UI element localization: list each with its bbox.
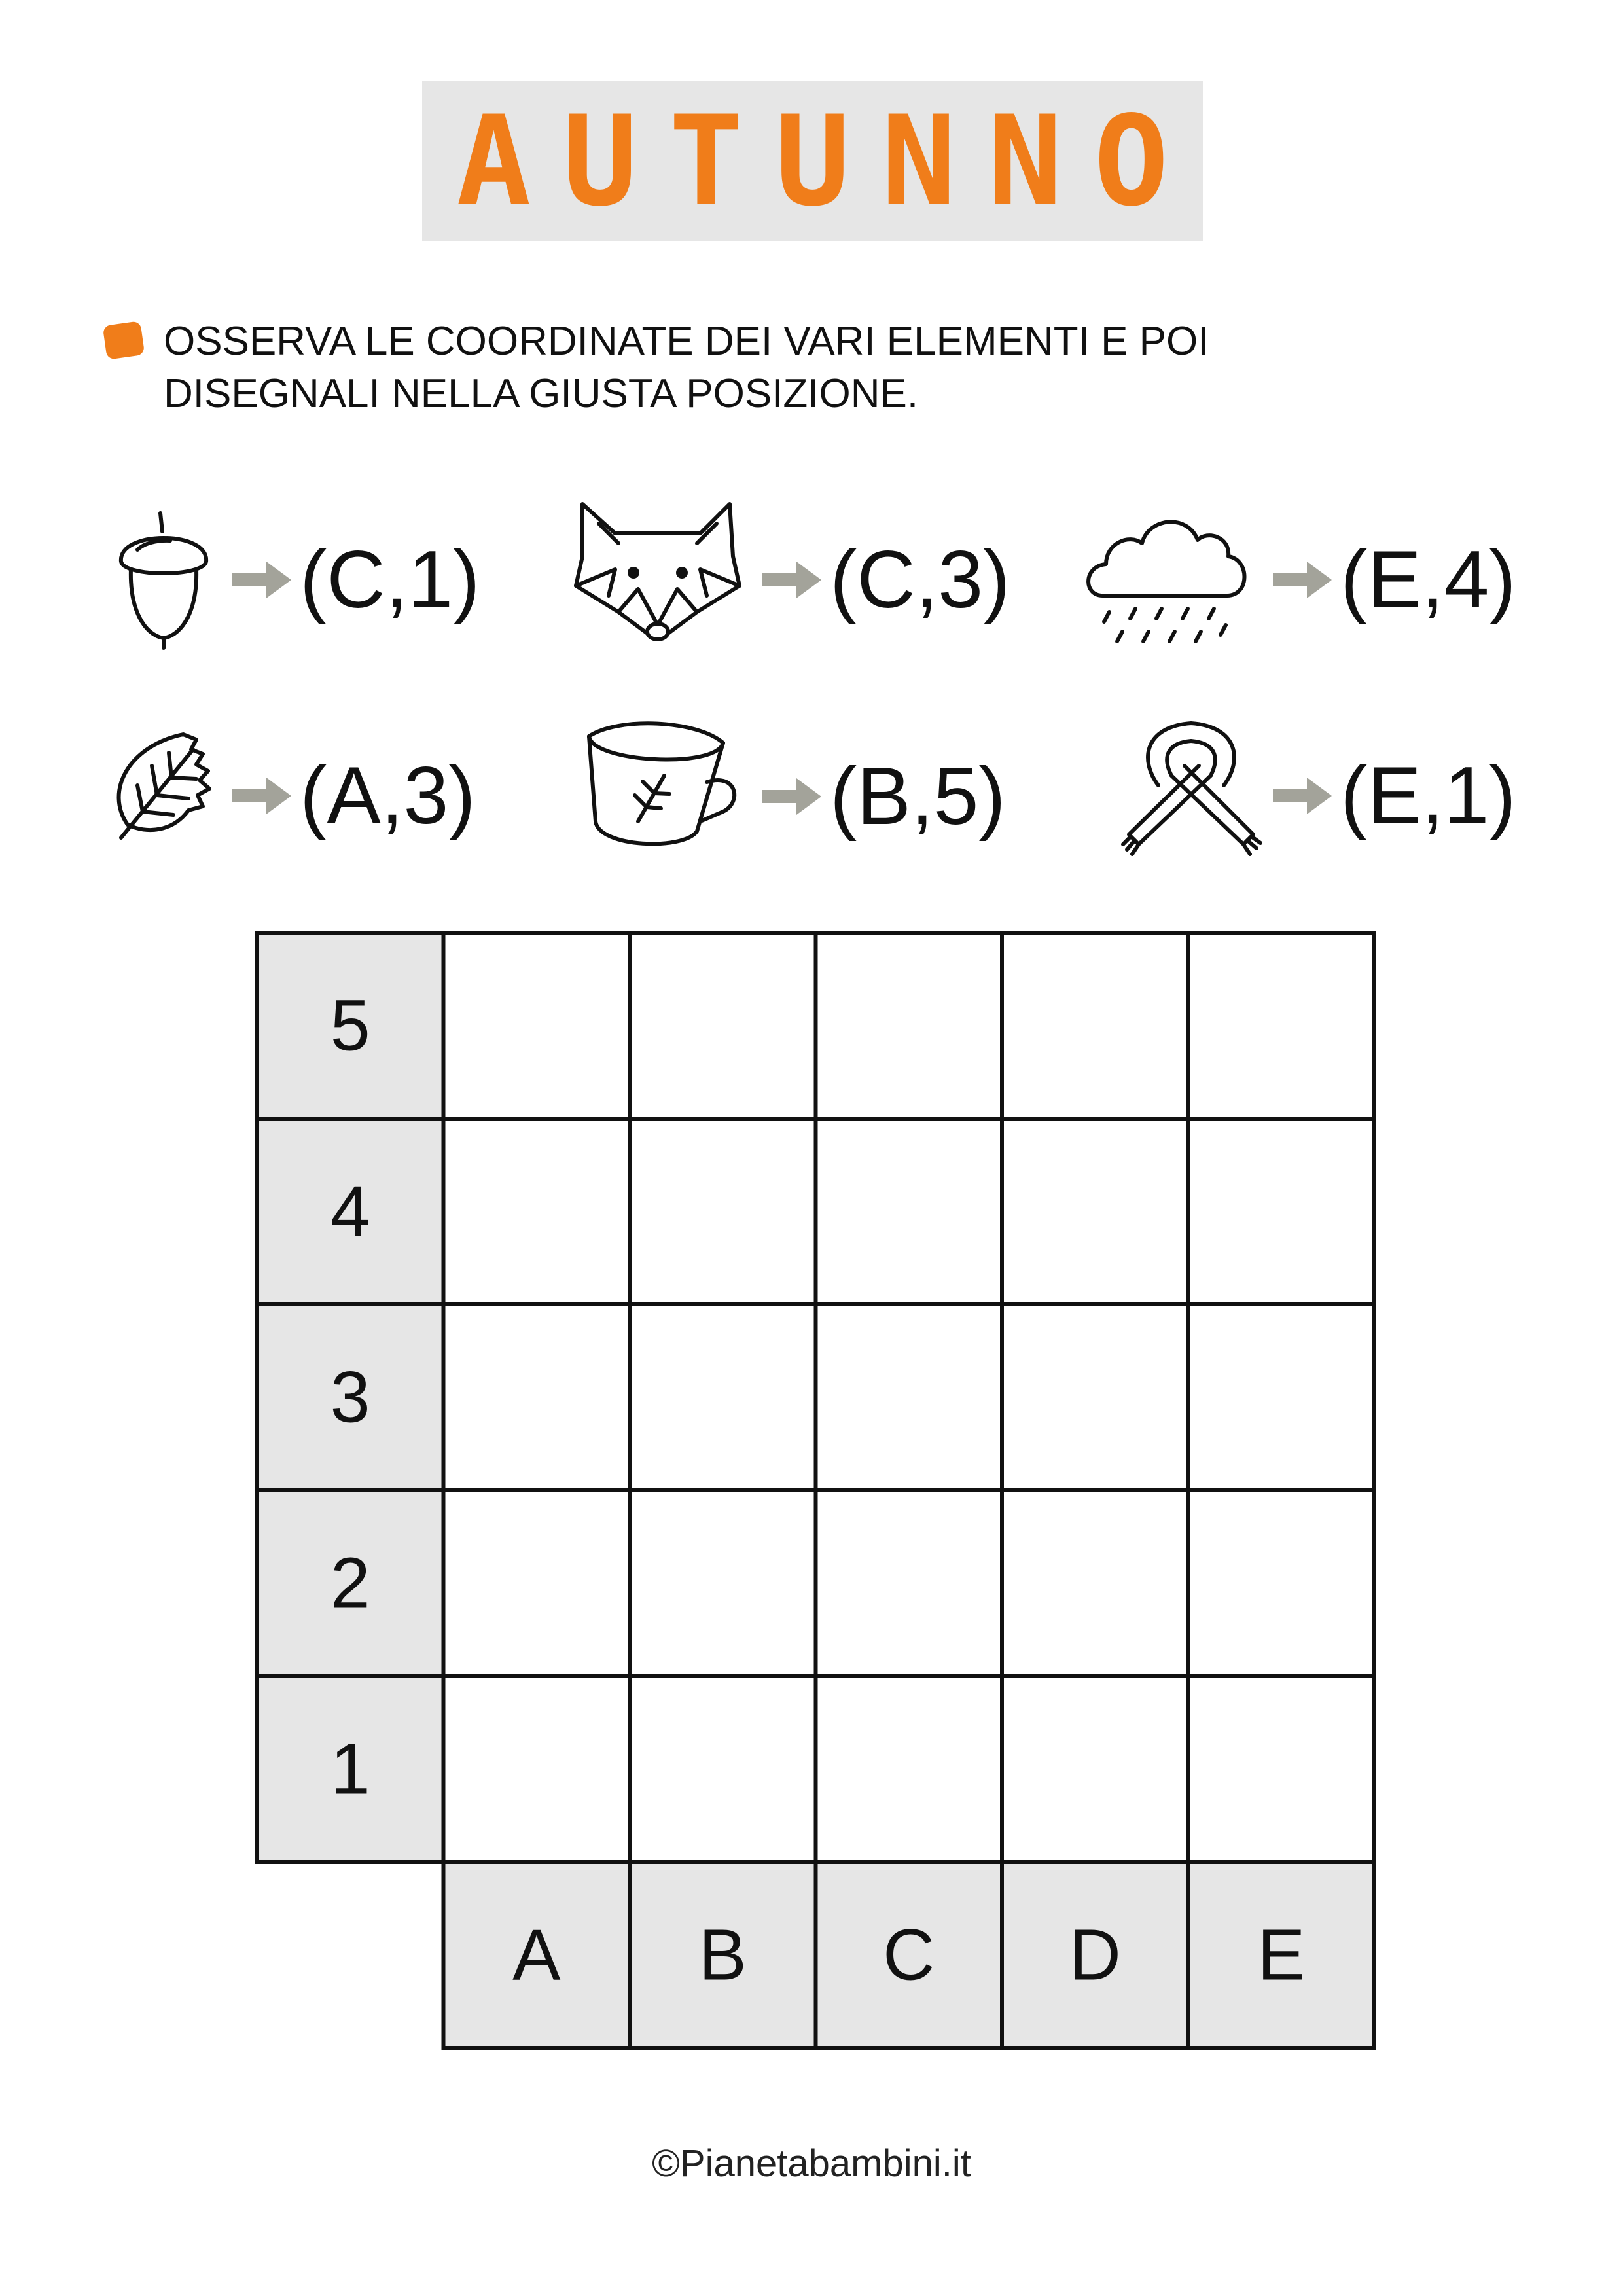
footer-copyright: ©Pianetabambini.it [652, 2142, 971, 2185]
grid-cell [630, 933, 816, 1119]
grid-cell [1188, 1119, 1375, 1304]
grid-cell [444, 1119, 630, 1304]
grid-cell [1002, 1119, 1188, 1304]
grid-cell [630, 1490, 816, 1676]
instructions-line-1: OSSERVA LE COORDINATE DEI VARI ELEMENTI E POI [164, 319, 1209, 364]
legend-coord: (A,3) [300, 751, 476, 841]
grid-cell [444, 1676, 630, 1862]
legend-coord: (C,1) [300, 535, 480, 625]
grid-cell [1002, 1490, 1188, 1676]
grid-cell [630, 1304, 816, 1490]
grid-cell [630, 1119, 816, 1304]
grid-cell [816, 1676, 1003, 1862]
column-label: C [883, 1914, 935, 1996]
row-label: 2 [330, 1543, 370, 1624]
grid-cell [444, 933, 630, 1119]
column-label: D [1069, 1914, 1121, 1996]
grid-cell [1002, 1304, 1188, 1490]
grid-cell [816, 1490, 1003, 1676]
legend-coord: (B,5) [830, 751, 1006, 842]
legend-coord: (C,3) [830, 535, 1010, 625]
legend-coord: (E,4) [1340, 535, 1516, 625]
grid-cell [816, 933, 1003, 1119]
grid-cell [1188, 1304, 1375, 1490]
row-label: 3 [330, 1357, 370, 1438]
row-label: 1 [330, 1729, 370, 1810]
grid-cell [444, 1304, 630, 1490]
grid-cell [1002, 933, 1188, 1119]
grid-cell [1188, 1676, 1375, 1862]
page-title: AUTUNNO [456, 88, 1200, 234]
grid-cell [816, 1119, 1003, 1304]
row-label: 4 [330, 1171, 370, 1252]
grid-cell [630, 1676, 816, 1862]
grid-cell [1002, 1676, 1188, 1862]
grid-cell [816, 1304, 1003, 1490]
column-label: B [698, 1914, 747, 1996]
instructions-line-2: DISEGNALI NELLA GIUSTA POSIZIONE. [164, 371, 919, 416]
column-label: E [1257, 1914, 1306, 1996]
legend-coord: (E,1) [1340, 751, 1516, 841]
grid-cell [1188, 1490, 1375, 1676]
row-label: 5 [330, 985, 370, 1066]
grid-cell [444, 1490, 630, 1676]
grid-cell [1188, 933, 1375, 1119]
column-label: A [512, 1914, 561, 1996]
